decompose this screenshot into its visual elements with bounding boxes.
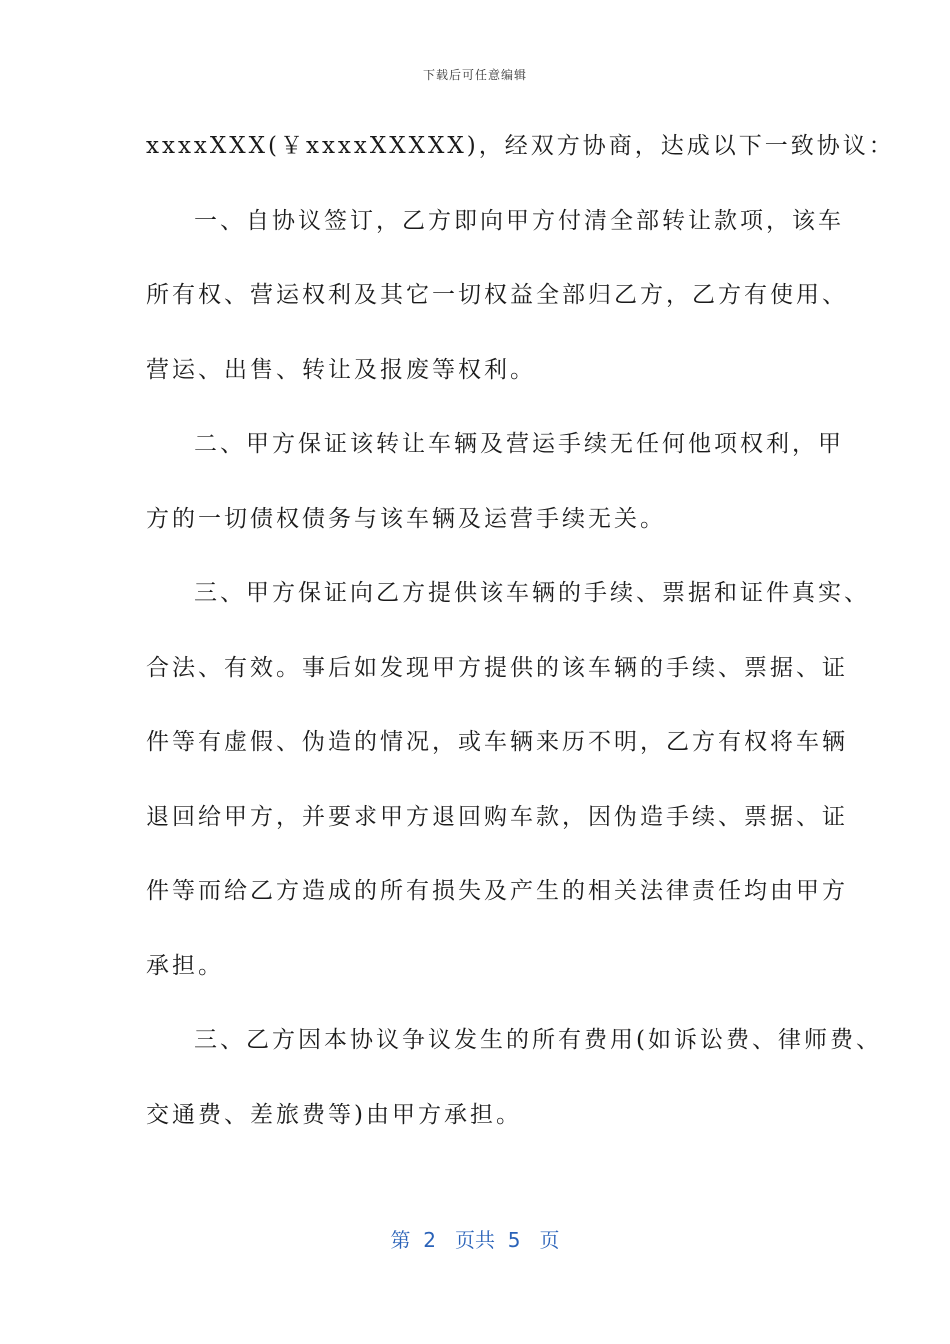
paragraph-line: 所有权、营运权利及其它一切权益全部归乙方，乙方有使用、 [146,282,848,308]
paragraph-line: 二、甲方保证该转让车辆及营运手续无任何他项权利，甲 [194,431,844,457]
paragraph-line: 退回给甲方，并要求甲方退回购车款，因伪造手续、票据、证 [146,803,848,830]
paragraph-line: 三、乙方因本协议争议发生的所有费用(如诉讼费、律师费、 [194,1027,882,1053]
paragraph-line: 三、甲方保证向乙方提供该车辆的手续、票据和证件真实、 [194,580,870,606]
current-page-number: 2 [423,1228,436,1252]
footer-mid: 页共 [455,1228,495,1252]
document-body [146,120,895,1163]
footer-suffix: 页 [539,1228,560,1252]
paragraph-line: 一、自协议签订，乙方即向甲方付清全部转让款项，该车 [194,207,844,234]
footer-prefix: 第 [390,1228,411,1252]
header-note: 下载后可任意编辑 [422,68,527,82]
paragraph-line: xxxxXXX(￥xxxxXXXXX)，经双方协商，达成以下一致协议： [146,133,895,159]
paragraph-line: 件等而给乙方造成的所有损失及产生的相关法律责任均由甲方 [146,878,848,904]
paragraph-line: 承担。 [146,952,224,979]
paragraph-line: 合法、有效。事后如发现甲方提供的该车辆的手续、票据、证 [146,654,848,681]
paragraph-line: 交通费、差旅费等)由甲方承担。 [146,1101,522,1128]
paragraph-line: 营运、出售、转让及报废等权利。 [146,356,536,383]
paragraph-line: 件等有虚假、伪造的情况，或车辆来历不明，乙方有权将车辆 [146,729,848,755]
total-pages-number: 5 [507,1228,521,1252]
paragraph-line: 方的一切债权债务与该车辆及运营手续无关。 [146,505,666,532]
page-footer [0,1224,950,1253]
